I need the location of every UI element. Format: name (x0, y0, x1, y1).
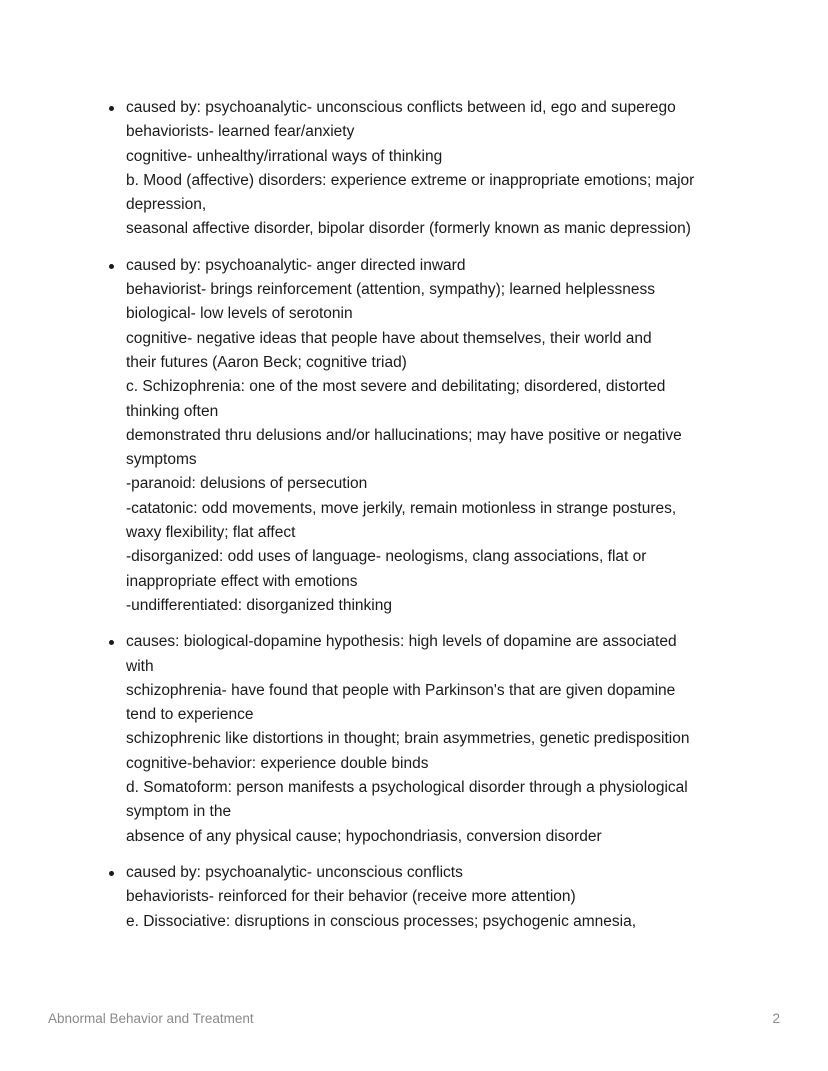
text-line: caused by: psychoanalytic- anger directed inward (126, 256, 466, 274)
text-line: with (126, 657, 154, 675)
text-line: caused by: psychoanalytic- unconscious conflicts between id, ego and superego (126, 99, 676, 116)
text-line: behaviorists- learned fear/anxiety (126, 123, 355, 141)
text-line: -paranoid: delusions of persecution (126, 475, 368, 493)
text-line: tend to experience (126, 706, 254, 724)
text-line: -catatonic: odd movements, move jerkily, remain motionless in strange postures, (126, 499, 677, 517)
text-line: behaviorist- brings reinforcement (attention, sympathy); learned helplessness (126, 281, 655, 299)
text-line: absence of any physical cause; hypochondriasis, conversion disorder (126, 827, 602, 845)
footer-title: Abnormal Behavior and Treatment (48, 1011, 254, 1026)
text-line: e. Dissociative: disruptions in conscious processes; psychogenic amnesia, (126, 912, 637, 930)
text-line: seasonal affective disorder, bipolar disorder (formerly known as manic depression) (126, 220, 691, 238)
bullet-item (0, 254, 828, 618)
bullet-icon (109, 264, 114, 269)
text-line: behaviorists- reinforced for their behavior (receive more attention) (126, 888, 576, 906)
text-line: waxy flexibility; flat affect (126, 524, 296, 542)
text-line: their futures (Aaron Beck; cognitive triad) (126, 353, 407, 371)
text-line: demonstrated thru delusions and/or hallucinations; may have positive or negative (126, 426, 682, 444)
text-line: schizophrenia- have found that people with Parkinson's that are given dopamine (126, 681, 676, 699)
text-line: b. Mood (affective) disorders: experience extreme or inappropriate emotions; major (126, 171, 695, 189)
text-line: cognitive- unhealthy/irrational ways of thinking (126, 147, 443, 165)
text-line: -disorganized: odd uses of language- neologisms, clang associations, flat or (126, 548, 647, 566)
bullet-item (0, 96, 828, 242)
bullet-list (0, 96, 828, 934)
text-line: thinking often (126, 402, 219, 420)
text-line: depression, (126, 196, 207, 214)
text-line: causes: biological-dopamine hypothesis: high levels of dopamine are associated (126, 633, 677, 651)
text-line: caused by: psychoanalytic- unconscious conflicts (126, 863, 463, 881)
page-number: 2 (772, 1011, 780, 1026)
text-line: symptoms (126, 451, 197, 469)
text-line: symptom in the (126, 803, 232, 821)
bullet-icon (109, 871, 114, 876)
text-line: cognitive- negative ideas that people have about themselves, their world and (126, 329, 652, 347)
text-line: -undifferentiated: disorganized thinking (126, 596, 392, 614)
document-body (0, 96, 828, 946)
text-line: biological- low levels of serotonin (126, 305, 353, 323)
bullet-item (0, 861, 828, 934)
text-line: c. Schizophrenia: one of the most severe and debilitating; disordered, distorted (126, 378, 666, 396)
text-line: cognitive-behavior: experience double binds (126, 754, 429, 772)
text-line: inappropriate effect with emotions (126, 572, 358, 590)
bullet-icon (109, 106, 114, 111)
bullet-icon (109, 640, 114, 645)
bullet-item (0, 630, 828, 849)
text-line: schizophrenic like distortions in thought; brain asymmetries, genetic predisposition (126, 730, 690, 748)
text-line: d. Somatoform: person manifests a psychological disorder through a physiological (126, 779, 688, 797)
